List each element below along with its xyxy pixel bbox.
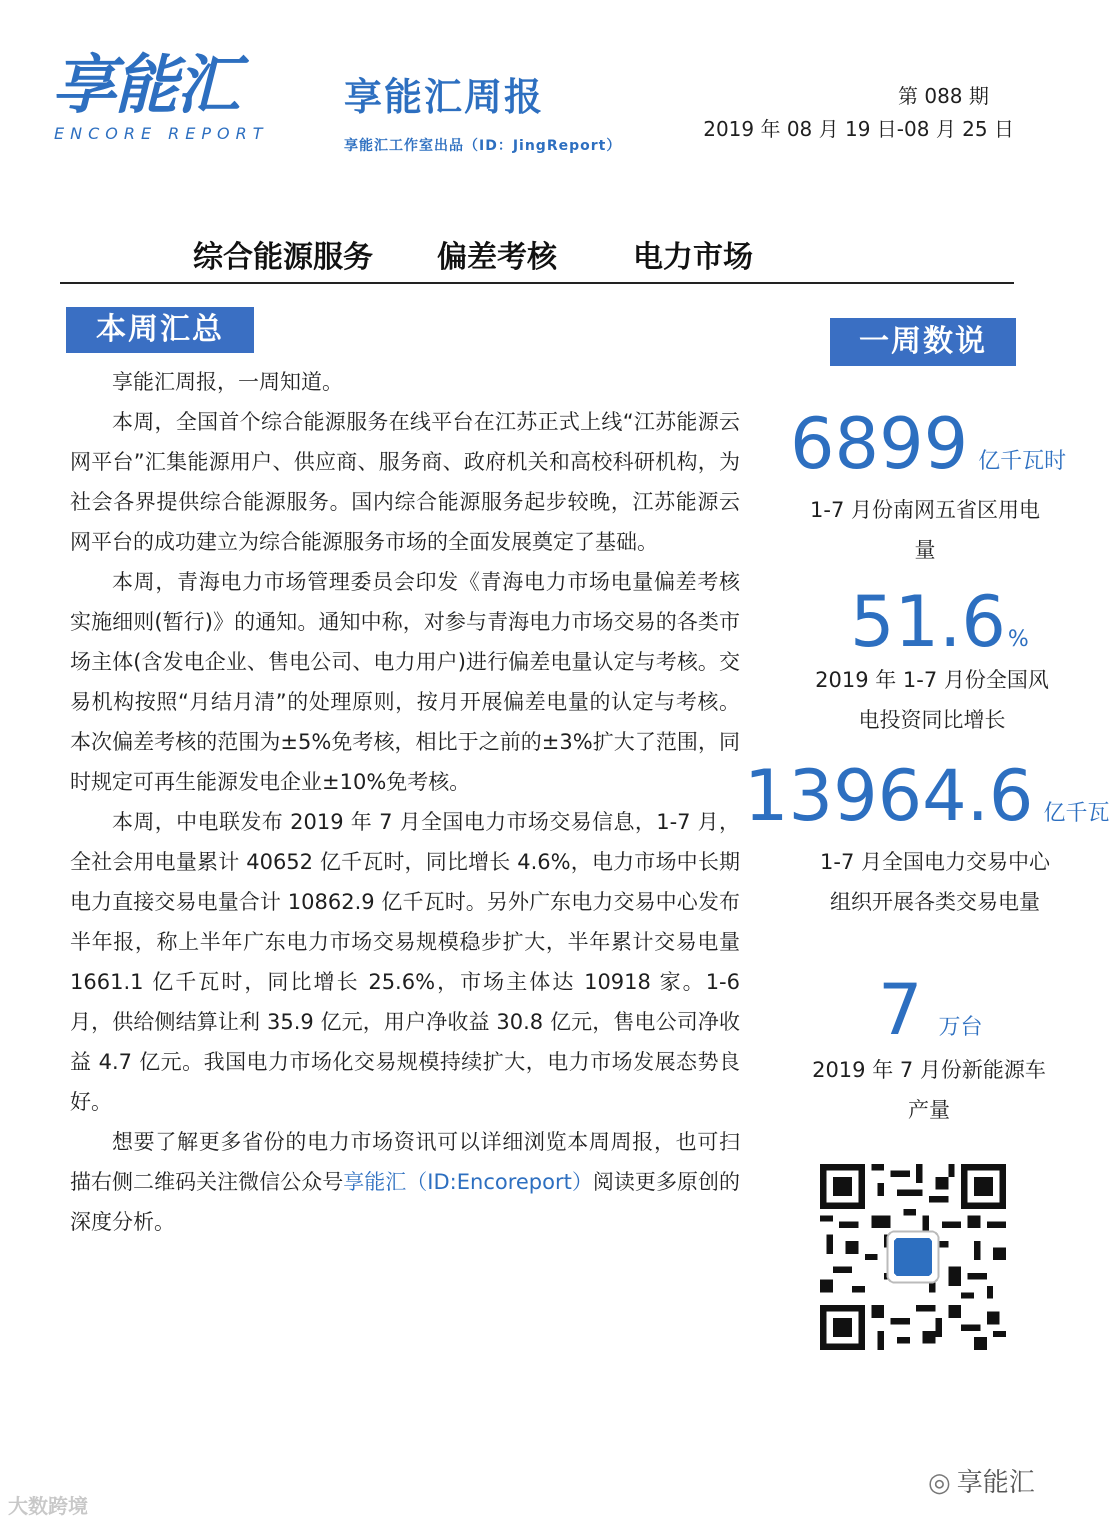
stat-unit: % xyxy=(1007,627,1029,652)
issue-number: 第 088 期 xyxy=(898,84,989,108)
stat-unit: 亿千瓦 xyxy=(1043,801,1109,826)
stat-number: 51.6 xyxy=(850,581,1006,663)
topic-tag: 偏差考核 xyxy=(437,240,557,275)
stats-heading: 一周数说 xyxy=(830,318,1016,366)
wechat-account-link[interactable]: 享能汇（ID:Encoreport） xyxy=(343,1170,593,1194)
topic-tag: 综合能源服务 xyxy=(193,240,373,275)
stat-value xyxy=(744,756,1109,836)
report-title: 享能汇周报 xyxy=(344,75,545,119)
topic-tag: 电力市场 xyxy=(633,240,753,275)
wechat-account-name: 享能汇 xyxy=(956,1468,1035,1498)
stat-number: 7 xyxy=(878,969,923,1051)
qr-code[interactable] xyxy=(820,1164,1006,1350)
wechat-watermark xyxy=(928,1462,1035,1499)
paragraph xyxy=(70,1122,740,1242)
paragraph-text: 想要了解更多省份的电力市场资讯可以详细浏览本周周报，也可扫描右侧二维码关注微信公众号 xyxy=(70,1130,740,1194)
date-range: 2019 年 08 月 19 日-08 月 25 日 xyxy=(703,117,1014,141)
wechat-icon: ◎ xyxy=(928,1468,951,1498)
stat-caption: 2019 年 7 月份新能源车产量 xyxy=(812,1058,1046,1122)
stat-value xyxy=(790,404,1066,484)
stat-number: 6899 xyxy=(790,403,969,485)
topic-tag-bar xyxy=(60,228,1014,284)
brand-logo-subtitle: ENCORE REPORT xyxy=(54,124,269,143)
report-subtitle: 享能汇工作室出品（ID：JingReport） xyxy=(344,138,622,154)
stat-unit: 亿千瓦时 xyxy=(978,449,1067,474)
paragraph: 享能汇周报，一周知道。 xyxy=(112,370,343,394)
stat-caption: 1-7 月全国电力交易中心组织开展各类交易电量 xyxy=(820,850,1050,914)
stat-number: 13964.6 xyxy=(744,755,1034,837)
stat-caption: 1-7 月份南网五省区用电量 xyxy=(810,498,1040,562)
summary-heading: 本周汇总 xyxy=(66,307,254,353)
stat-unit: 万台 xyxy=(938,1015,983,1040)
stat-value xyxy=(850,582,1029,662)
summary-article xyxy=(70,362,740,1242)
stat-caption: 2019 年 1-7 月份全国风电投资同比增长 xyxy=(815,668,1049,732)
stat-value xyxy=(878,970,983,1050)
brand-logo: 享能汇 xyxy=(52,49,238,123)
paragraph: 本周，全国首个综合能源服务在线平台在江苏正式上线“江苏能源云网平台”汇集能源用户、供应商、服务商、政府机关和高校科研机构，为社会各界提供综合能源服务。国内综合能源服务起步较晚，江苏能源云网平台的成功建立为综合能源服务市场的全面发展奠定了基础。 xyxy=(70,410,740,554)
paragraph: 本周，青海电力市场管理委员会印发《青海电力市场电量偏差考核实施细则(暂行)》的通知。通知中称，对参与青海电力市场交易的各类市场主体(含发电企业、售电公司、电力用户)进行偏差电量认定与考核。交易机构按照“月结月清”的处理原则，按月开展偏差电量的认定与考核。本次偏差考核的范围为±5%免考核，相比于之前的±3%扩大了范围，同时规定可再生能源发电企业±10%免考核。 xyxy=(70,570,740,794)
paragraph-text: 阅读更多原创的深度分析。 xyxy=(70,1170,740,1234)
paragraph: 本周，中电联发布 2019 年 7 月全国电力市场交易信息，1-7 月，全社会用电量累计 40652 亿千瓦时，同比增长 4.6%，电力市场中长期电力直接交易电量合计 10862.9 亿千瓦时。另外广东电力交易中心发布半年报，称上半年广东电力市场交易规模稳步扩大，半年累计交易电量 1661.1 亿千瓦时，同比增长 25.6%，市场主体达 10918 家。1-6 月，供给侧结算让利 35.9 亿元，用户净收益 30.8 亿元，售电公司净收益 4.7 亿元。我国电力市场化交易规模持续扩大，电力市场发展态势良好。 xyxy=(70,810,740,1114)
watermark-left: 大数跨境 xyxy=(8,1494,88,1518)
